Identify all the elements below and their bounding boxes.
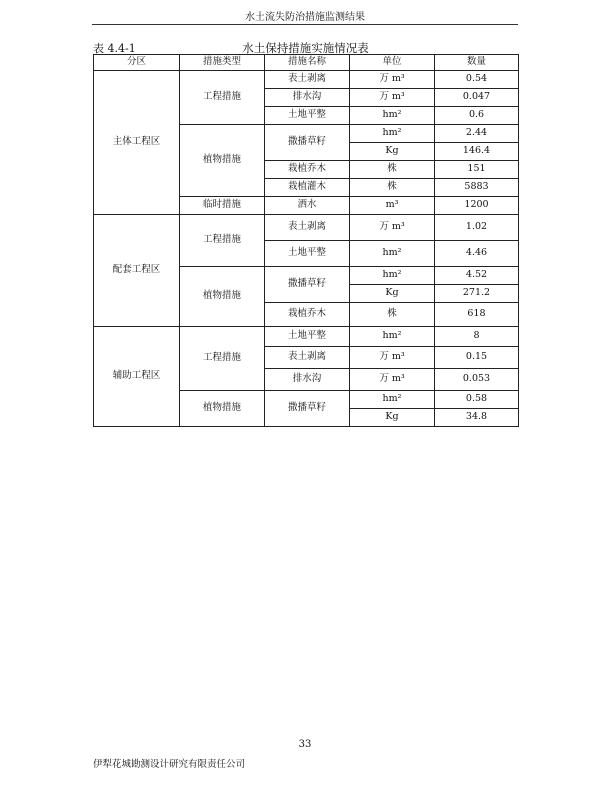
- type-cell: 植物措施: [180, 391, 265, 427]
- name-cell: 撒播草籽: [265, 267, 350, 303]
- qty-cell: 34.8: [435, 409, 519, 427]
- qty-cell: 146.4: [435, 143, 519, 161]
- type-cell: 临时措施: [180, 197, 265, 215]
- unit-cell: 株: [350, 161, 435, 179]
- unit-cell: 万 m³: [350, 347, 435, 369]
- type-cell: 工程措施: [180, 327, 265, 391]
- table-row: [94, 327, 519, 347]
- name-cell: 表土剥离: [265, 71, 350, 89]
- zone-cell: 辅助工程区: [94, 327, 180, 427]
- zone-cell: 配套工程区: [94, 215, 180, 327]
- name-cell: 土地平整: [265, 241, 350, 267]
- unit-cell: hm²: [350, 267, 435, 285]
- name-cell: 栽植灌木: [265, 179, 350, 197]
- qty-cell: 2.44: [435, 125, 519, 143]
- table-caption: [93, 40, 518, 54]
- name-cell: 洒水: [265, 197, 350, 215]
- table-number: 表 4.4-1: [93, 42, 136, 55]
- unit-cell: hm²: [350, 391, 435, 409]
- name-cell: 撒播草籽: [265, 125, 350, 161]
- col-header-qty: 数量: [435, 55, 519, 71]
- unit-cell: Kg: [350, 409, 435, 427]
- qty-cell: 4.52: [435, 267, 519, 285]
- unit-cell: m³: [350, 197, 435, 215]
- qty-cell: 0.047: [435, 89, 519, 107]
- qty-cell: 1200: [435, 197, 519, 215]
- col-header-zone: 分区: [94, 55, 180, 71]
- qty-cell: 0.15: [435, 347, 519, 369]
- qty-cell: 618: [435, 303, 519, 327]
- header-rule: [92, 24, 518, 25]
- unit-cell: 万 m³: [350, 89, 435, 107]
- col-header-unit: 单位: [350, 55, 435, 71]
- unit-cell: 万 m³: [350, 369, 435, 391]
- zone-cell: 主体工程区: [94, 71, 180, 215]
- type-cell: 植物措施: [180, 125, 265, 197]
- qty-cell: 0.54: [435, 71, 519, 89]
- page-number: 33: [298, 739, 312, 750]
- name-cell: 土地平整: [265, 327, 350, 347]
- col-header-name: 措施名称: [265, 55, 350, 71]
- name-cell: 撒播草籽: [265, 391, 350, 427]
- type-cell: 工程措施: [180, 215, 265, 267]
- qty-cell: 4.46: [435, 241, 519, 267]
- qty-cell: 271.2: [435, 285, 519, 303]
- table-title: 水土保持措施实施情况表: [242, 41, 369, 55]
- unit-cell: hm²: [350, 125, 435, 143]
- unit-cell: 株: [350, 179, 435, 197]
- type-cell: 植物措施: [180, 267, 265, 327]
- unit-cell: 万 m³: [350, 71, 435, 89]
- running-header: 水土流失防治措施监测结果: [245, 12, 365, 23]
- name-cell: 土地平整: [265, 107, 350, 125]
- unit-cell: hm²: [350, 107, 435, 125]
- name-cell: 表土剥离: [265, 347, 350, 369]
- unit-cell: Kg: [350, 143, 435, 161]
- qty-cell: 151: [435, 161, 519, 179]
- table-header-row: [94, 55, 519, 71]
- unit-cell: 万 m³: [350, 215, 435, 241]
- qty-cell: 5883: [435, 179, 519, 197]
- name-cell: 排水沟: [265, 369, 350, 391]
- name-cell: 排水沟: [265, 89, 350, 107]
- unit-cell: hm²: [350, 327, 435, 347]
- name-cell: 表土剥离: [265, 215, 350, 241]
- col-header-type: 措施类型: [180, 55, 265, 71]
- unit-cell: 株: [350, 303, 435, 327]
- table-row: [94, 71, 519, 89]
- qty-cell: 8: [435, 327, 519, 347]
- qty-cell: 0.58: [435, 391, 519, 409]
- footer-organization: 伊犁花城勘测设计研究有限责任公司: [93, 759, 246, 770]
- unit-cell: Kg: [350, 285, 435, 303]
- measures-table: [93, 54, 519, 427]
- name-cell: 栽植乔木: [265, 161, 350, 179]
- qty-cell: 0.053: [435, 369, 519, 391]
- name-cell: 栽植乔木: [265, 303, 350, 327]
- qty-cell: 0.6: [435, 107, 519, 125]
- qty-cell: 1.02: [435, 215, 519, 241]
- table-row: [94, 215, 519, 241]
- type-cell: 工程措施: [180, 71, 265, 125]
- unit-cell: hm²: [350, 241, 435, 267]
